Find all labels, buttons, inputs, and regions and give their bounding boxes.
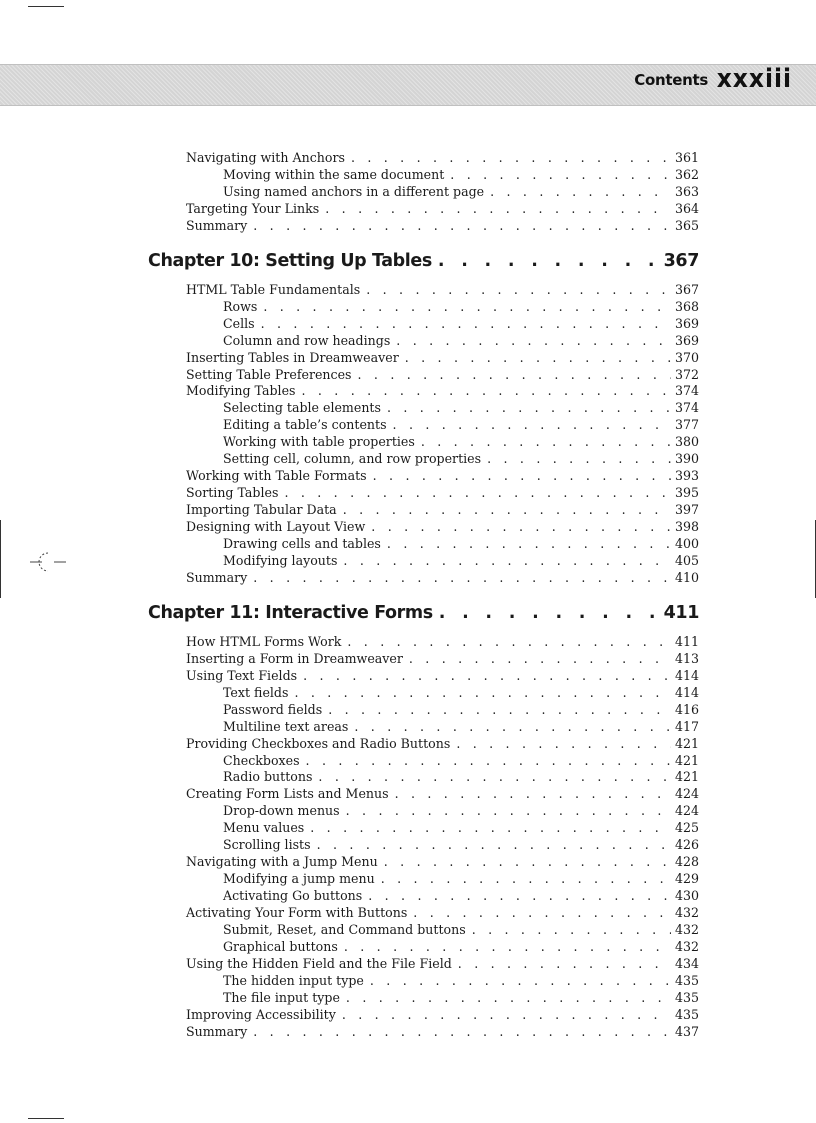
toc-entry[interactable] [186,955,699,972]
toc-entry-page: 432 [674,922,699,937]
toc-entry[interactable] [186,735,699,752]
toc-entry-title: Modifying Tables [186,383,296,399]
dot-leader [317,836,671,853]
toc-entry-page: 363 [674,183,699,199]
toc-entry-page: 432 [674,938,699,954]
dot-leader [366,281,671,298]
dot-leader [384,853,671,870]
toc-entry[interactable] [186,904,699,921]
dot-leader [421,433,671,450]
toc-entry-title: Working with Table Formats [186,468,367,484]
toc-entry[interactable] [186,650,699,667]
toc-entry-title: Setting cell, column, and row properties [223,451,482,467]
running-header-title: Contents [634,71,708,89]
toc-entry-title: How HTML Forms Work [186,633,342,649]
toc-entry-title: Setting Table Preferences [186,366,352,382]
dot-leader [346,989,671,1006]
toc-entry-page: 364 [674,200,699,216]
toc-chapter-entry[interactable] [148,601,699,625]
toc-entry[interactable] [186,349,699,366]
toc-entry-title: Summary [186,1023,248,1039]
toc-entry-title: Using named anchors in a different page [223,183,485,199]
dot-leader [371,518,671,535]
toc-entry-title: Working with table properties [223,434,415,450]
toc-entry[interactable] [223,183,699,200]
toc-entry-title: Activating Your Form with Buttons [186,905,408,921]
toc-entry-title: Importing Tabular Data [186,502,337,518]
toc-entry[interactable] [223,819,699,836]
dot-leader [303,667,671,684]
dot-leader [301,382,670,399]
dot-leader [263,298,671,315]
dot-leader [456,735,671,752]
toc-entry[interactable] [186,217,699,234]
toc-entry[interactable] [223,836,699,853]
dot-leader [387,535,671,552]
dot-leader [253,217,671,234]
toc-entry[interactable] [223,315,699,332]
dot-leader [344,938,671,955]
toc-entry[interactable] [223,752,699,769]
toc-entry[interactable] [186,200,699,217]
toc-entry-page: 425 [674,820,699,836]
toc-entry-page: 397 [674,502,699,518]
dot-leader [396,332,671,349]
toc-entry[interactable] [186,501,699,518]
toc-entry[interactable] [186,518,699,535]
toc-entry-title: Checkboxes [223,752,300,768]
dot-leader [368,887,671,904]
toc-entry-title: Activating Go buttons [223,888,363,904]
toc-entry-title: Summary [186,569,248,585]
toc-entry[interactable] [223,972,699,989]
toc-entry-page: 369 [674,315,699,331]
page-number: xxxiii [716,64,792,94]
dot-leader [318,768,671,785]
toc-entry[interactable] [223,684,699,701]
toc-entry-title: Menu values [223,820,305,836]
toc-entry[interactable] [223,921,699,938]
toc-entry-title: Targeting Your Links [186,200,320,216]
crop-mark-top [28,6,64,7]
toc-entry[interactable] [223,399,699,416]
toc-entry[interactable] [223,166,699,183]
toc-entry-page: 395 [674,485,699,501]
toc-entry-title: The file input type [223,989,340,1005]
dot-leader [310,819,671,836]
dot-leader [358,366,671,383]
toc-entry-page: 428 [674,854,699,870]
registration-mark-icon [28,550,68,574]
dot-leader [294,684,671,701]
toc-entry-title: Selecting table elements [223,400,381,416]
dot-leader [450,166,671,183]
dot-leader [490,183,671,200]
toc-entry-page: 400 [674,536,699,551]
toc-entry-title: Navigating with Anchors [186,150,345,165]
toc-entry-page: 430 [674,888,699,904]
dot-leader [413,904,671,921]
dot-leader [487,450,671,467]
toc-entry-title: Radio buttons [223,769,313,785]
toc-entry-page: 380 [674,434,699,450]
dot-leader [458,955,671,972]
toc-entry-title: Moving within the same document [223,166,445,182]
toc-entry-title: Column and row headings [223,332,391,348]
toc-entry[interactable] [223,989,699,1006]
toc-entry-page: 362 [674,166,699,182]
toc-entry-page: 437 [674,1023,699,1039]
toc-entry[interactable] [186,149,699,166]
dot-leader [347,633,671,650]
toc-entry-page: 411 [674,633,699,649]
toc-entry[interactable] [186,366,699,383]
toc-entry-page: 411 [663,602,699,623]
dot-leader [343,501,671,518]
toc-entry[interactable] [223,535,699,552]
toc-entry[interactable] [223,450,699,467]
toc-entry-title: Navigating with a Jump Menu [186,854,378,870]
dot-leader [306,752,671,769]
toc-entry-page: 432 [674,905,699,921]
toc-entry-title: Modifying layouts [223,552,338,568]
toc-entry-page: 361 [674,150,699,165]
toc-entry-title: Using Text Fields [186,667,298,683]
dot-leader [373,467,671,484]
toc-entry-page: 424 [674,786,699,802]
toc-entry-title: Chapter 10: Setting Up Tables [148,250,432,271]
dot-leader [405,349,671,366]
toc-entry-page: 414 [674,684,699,700]
toc-entry-title: Sorting Tables [186,485,279,501]
toc-entry-page: 410 [674,569,699,585]
toc-entry-title: Graphical buttons [223,938,338,954]
toc-entry[interactable] [223,701,699,718]
toc-entry-page: 421 [674,769,699,785]
toc-entry-page: 368 [674,298,699,314]
toc-entry-title: Text fields [223,684,289,700]
toc-entry[interactable] [223,416,699,433]
dot-leader [387,399,671,416]
crop-mark-left [0,520,1,598]
toc-entry-title: Inserting a Form in Dreamweaver [186,650,403,666]
toc-entry[interactable] [186,281,699,298]
toc-entry-title: Drawing cells and tables [223,536,381,551]
toc-entry-title: Rows [223,298,258,314]
toc-entry[interactable] [223,552,699,569]
dot-leader [284,484,671,501]
dot-leader [438,249,660,273]
toc-entry[interactable] [223,938,699,955]
toc-entry-title: Cells [223,315,255,331]
toc-entry-page: 367 [674,281,699,297]
toc-entry-page: 390 [674,451,699,467]
toc-entry-title: The hidden input type [223,972,364,988]
toc-entry-title: Inserting Tables in Dreamweaver [186,349,399,365]
toc-entry-page: 367 [663,250,699,271]
toc-entry[interactable] [223,332,699,349]
toc-entry-page: 398 [674,519,699,535]
dot-leader [325,200,671,217]
toc-entry-page: 416 [674,701,699,717]
toc-entry-title: Editing a table’s contents [223,417,387,433]
toc-entry-page: 421 [674,735,699,751]
toc-entry-title: Designing with Layout View [186,519,366,535]
toc-entry[interactable] [186,569,699,586]
toc-entry[interactable] [186,382,699,399]
toc-entry-title: Improving Accessibility [186,1006,336,1022]
toc-entry-page: 374 [674,383,699,399]
dot-leader [343,552,671,569]
toc-entry-title: Chapter 11: Interactive Forms [148,602,433,623]
toc-entry-page: 421 [674,752,699,768]
toc-entry[interactable] [186,633,699,650]
toc-entry-page: 435 [674,972,699,988]
dot-leader [439,601,660,625]
toc-entry-title: Drop-down menus [223,803,340,819]
toc-entry-title: Submit, Reset, and Command buttons [223,922,466,937]
toc-entry-page: 435 [674,1006,699,1022]
dot-leader [370,972,671,989]
dot-leader [395,785,671,802]
toc-entry-title: Creating Form Lists and Menus [186,786,389,802]
toc-entry-page: 372 [674,366,699,382]
toc-entry-page: 369 [674,332,699,348]
toc-entry[interactable] [186,1006,699,1023]
toc-entry-page: 426 [674,837,699,853]
toc-entry[interactable] [223,802,699,819]
dot-leader [328,701,671,718]
toc-entry[interactable] [223,870,699,887]
toc-entry[interactable] [186,1023,699,1040]
toc-entry-page: 413 [674,650,699,666]
dot-leader [346,802,671,819]
dot-leader [354,718,671,735]
toc-entry-page: 435 [674,989,699,1005]
toc-entry-page: 424 [674,803,699,819]
dot-leader [253,1023,671,1040]
toc-entry-page: 377 [674,417,699,433]
toc-entry-title: HTML Table Fundamentals [186,281,361,297]
toc-entry[interactable] [186,785,699,802]
toc-entry[interactable] [223,433,699,450]
toc-entry-title: Modifying a jump menu [223,871,375,887]
dot-leader [342,1006,671,1023]
toc-entry-page: 414 [674,667,699,683]
dot-leader [409,650,671,667]
dot-leader [472,921,671,938]
toc-entry-title: Providing Checkboxes and Radio Buttons [186,735,451,751]
dot-leader [261,315,671,332]
toc-entry-title: Using the Hidden Field and the File Field [186,955,452,971]
toc-entry-page: 417 [674,718,699,734]
dot-leader [253,569,671,586]
toc-entry[interactable] [223,768,699,785]
toc-entry[interactable] [186,484,699,501]
crop-mark-bottom [28,1118,64,1119]
dot-leader [381,870,671,887]
toc-entry[interactable] [223,718,699,735]
toc-entry-page: 365 [674,217,699,233]
toc-entry[interactable] [223,298,699,315]
toc-entry-title: Password fields [223,701,323,717]
toc-entry-title: Summary [186,217,248,233]
toc-entry-page: 393 [674,468,699,484]
toc-chapter-entry[interactable] [148,249,699,273]
toc-entry[interactable] [186,667,699,684]
dot-leader [393,416,671,433]
toc-entry-page: 370 [674,349,699,365]
toc-entry-title: Multiline text areas [223,718,349,734]
toc-entry[interactable] [223,887,699,904]
toc-entry-page: 434 [674,955,699,971]
toc-entry-title: Scrolling lists [223,837,311,853]
toc-entry-page: 374 [674,400,699,416]
dot-leader [351,149,671,166]
toc-entry-page: 405 [674,552,699,568]
toc-entry[interactable] [186,853,699,870]
toc-entry-page: 429 [674,871,699,887]
toc-entry[interactable] [186,467,699,484]
